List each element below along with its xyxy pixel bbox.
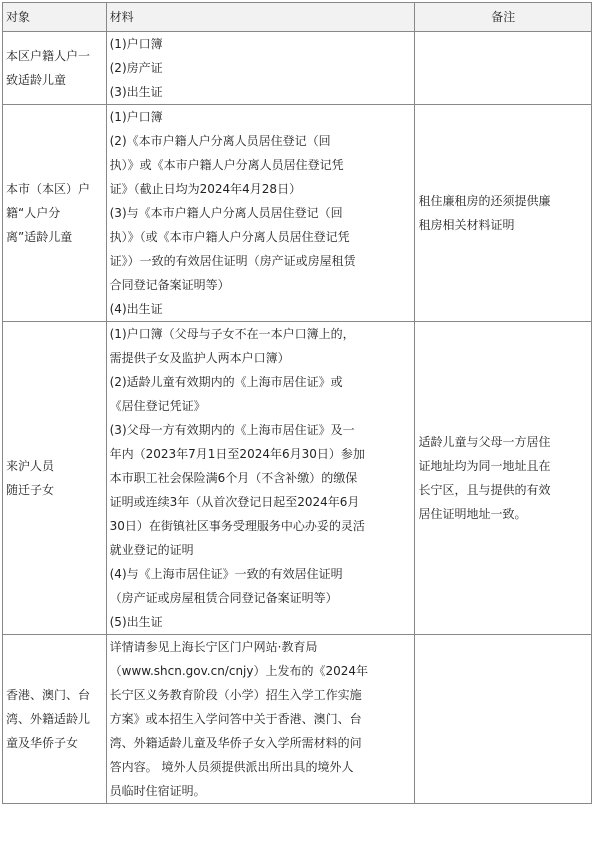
- object-line: 随迁子女: [6, 483, 55, 497]
- material-line: （房产证或房屋租赁合同登记备案证明等）: [109, 591, 338, 605]
- material-line: (1)户口簿: [109, 110, 163, 124]
- material-line: (1)户口簿: [109, 37, 163, 51]
- material-line: 详情请参见上海长宁区门户网站·教育局: [109, 640, 318, 654]
- material-line: 年内（2023年7月1日至2024年6月30日）参加: [109, 447, 365, 461]
- cell-notes: [415, 105, 592, 322]
- material-line: (3)父母一方有效期内的《上海市居住证》及一: [109, 423, 355, 437]
- object-line: 离”适龄儿童: [6, 230, 73, 244]
- header-materials: 材料: [106, 3, 415, 32]
- cell-materials: [106, 105, 415, 322]
- header-notes: 备注: [415, 3, 592, 32]
- material-line: 本市职工社会保险满6个月（不含补缴）的缴保: [109, 471, 358, 485]
- material-line: 方案》或本招生入学问答中关于香港、澳门、台: [109, 712, 362, 726]
- object-line: 来沪人员: [6, 459, 55, 473]
- material-line: 《居住登记凭证》: [109, 399, 206, 413]
- cell-materials: [106, 635, 415, 804]
- table-row: [3, 32, 592, 105]
- cell-object: [3, 635, 107, 804]
- material-line: （www.shcn.gov.cn/cnjy）上发布的《2024年: [109, 664, 369, 678]
- material-line: 答内容。 境外人员须提供派出所出具的境外人: [109, 760, 354, 774]
- material-line: (2)适龄儿童有效期内的《上海市居住证》或: [109, 375, 343, 389]
- material-line: (5)出生证: [109, 615, 163, 629]
- enrollment-materials-table: [2, 2, 592, 804]
- object-line: 童及华侨子女: [6, 736, 79, 750]
- cell-notes: [415, 32, 592, 105]
- table-row: [3, 635, 592, 804]
- cell-notes: [415, 322, 592, 635]
- material-line: 证》（截止日均为2024年4月28日）: [109, 182, 302, 196]
- material-line: 湾、外籍适龄儿童及华侨子女入学所需材料的问: [109, 736, 362, 750]
- material-line: (2)《本市户籍人户分离人员居住登记（回: [109, 134, 331, 148]
- object-line: 籍“人户分: [6, 206, 61, 220]
- material-line: (4)出生证: [109, 302, 163, 316]
- material-line: 执）》或《本市户籍人户分离人员居住登记凭: [109, 158, 344, 172]
- object-line: 本市（本区）户: [6, 182, 91, 196]
- object-line: 香港、澳门、台: [6, 688, 91, 702]
- note-line: 长宁区，且与提供的有效: [418, 483, 551, 497]
- material-line: 执）》（或《本市户籍人户分离人员居住登记凭: [109, 230, 350, 244]
- material-line: (3)出生证: [109, 85, 163, 99]
- object-line: 湾、外籍适龄儿: [6, 712, 91, 726]
- note-line: 租住廉租房的还须提供廉: [418, 194, 551, 208]
- header-object: 对象: [3, 3, 107, 32]
- table-row: [3, 322, 592, 635]
- material-line: (1)户口簿（父母与子女不在一本户口簿上的，: [109, 327, 355, 341]
- material-line: (4)与《上海市居住证》一致的有效居住证明: [109, 567, 343, 581]
- note-line: 证地址均为同一地址且在: [418, 459, 551, 473]
- object-line: 致适龄儿童: [6, 73, 67, 87]
- note-line: 适龄儿童与父母一方居住: [418, 435, 551, 449]
- material-line: (3)与《本市户籍人户分离人员居住登记（回: [109, 206, 343, 220]
- material-line: 证明或连续3年（从首次登记日起至2024年6月: [109, 495, 360, 509]
- material-line: 长宁区义务教育阶段（小学）招生入学工作实施: [109, 688, 362, 702]
- note-line: 居住证明地址一致。: [418, 507, 527, 521]
- cell-materials: [106, 322, 415, 635]
- table-row: [3, 105, 592, 322]
- object-line: 本区户籍人户一: [6, 49, 91, 63]
- cell-object: [3, 322, 107, 635]
- material-line: 需提供子女及监护人两本户口簿）: [109, 351, 290, 365]
- note-line: 租房相关材料证明: [418, 218, 515, 232]
- cell-object: [3, 105, 107, 322]
- material-line: 证》）一致的有效居住证明（房产证或房屋租赁: [109, 254, 356, 268]
- table-header-row: [3, 3, 592, 32]
- material-line: 就业登记的证明: [109, 543, 194, 557]
- material-line: 合同登记备案证明等）: [109, 278, 230, 292]
- cell-object: [3, 32, 107, 105]
- material-line: 员临时住宿证明。: [109, 784, 206, 798]
- material-line: 30日）在街镇社区事务受理服务中心办妥的灵活: [109, 519, 365, 533]
- cell-notes: [415, 635, 592, 804]
- material-line: (2)房产证: [109, 61, 163, 75]
- cell-materials: [106, 32, 415, 105]
